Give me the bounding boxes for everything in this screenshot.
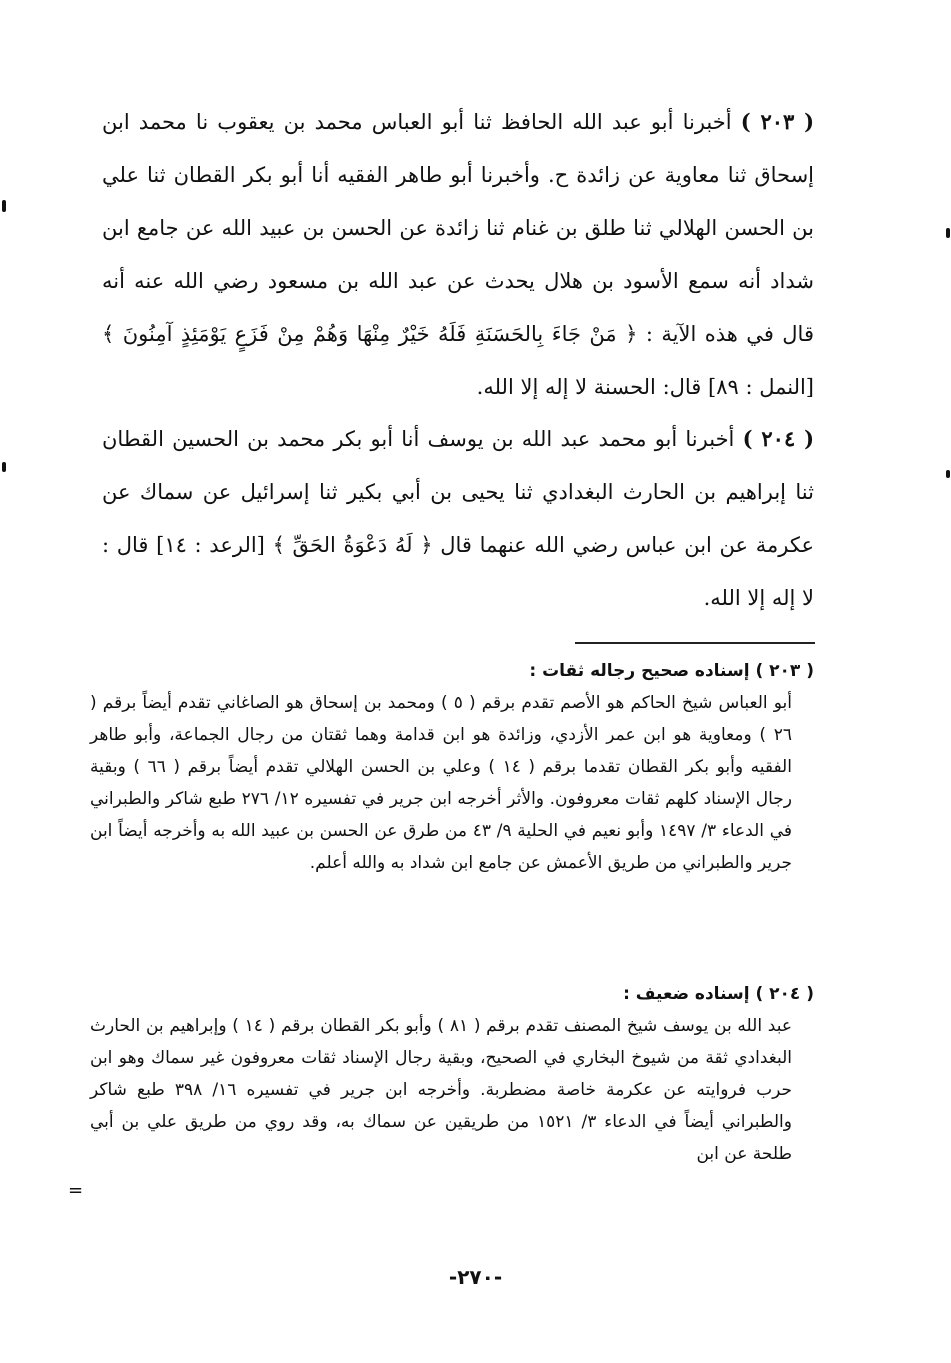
quran-verse: ﴿ لَهُ دَعْوَةُ الحَقِّ ﴾ bbox=[272, 533, 433, 557]
footnote-separator bbox=[575, 642, 815, 644]
hadith-entry-203 bbox=[102, 95, 814, 414]
continuation-mark: = bbox=[68, 1180, 84, 1201]
hadith-entry-204 bbox=[102, 412, 814, 625]
page-number: -٢٧٠- bbox=[448, 1265, 503, 1289]
scan-edge-mark bbox=[946, 228, 950, 238]
hadith-conclusion: [النمل : ٨٩] قال: الحسنة لا إله إلا الله. bbox=[476, 375, 814, 399]
hadith-number: ( ٢٠٣ ) bbox=[740, 109, 815, 134]
scan-edge-mark bbox=[2, 200, 6, 212]
hadith-paragraph bbox=[102, 95, 814, 414]
hadith-number: ( ٢٠٤ ) bbox=[742, 426, 815, 451]
footnote-203 bbox=[90, 655, 814, 879]
hadith-text: أخبرنا أبو عبد الله الحافظ ثنا أبو العباس محمد بن يعقوب نا محمد ابن إسحاق ثنا معاوية عن زائدة ح. وأخبرنا أبو طاهر الفقيه أنا أبو بكر القطان ثنا علي بن الحسن الهلالي ثنا طلق بن غنام ثنا زائدة عن الحسن بن عبيد الله عن جامع ابن شداد أنه سمع الأسود بن هلال يحدث عن عبد الله بن مسعود رضي الله عنه أنه قال في هذه الآية : bbox=[102, 110, 814, 346]
scan-edge-mark bbox=[2, 462, 6, 472]
footnote-204 bbox=[90, 978, 814, 1170]
footnote-heading: ( ٢٠٣ ) إسناده صحيح رجاله ثقات : bbox=[529, 661, 814, 681]
hadith-paragraph bbox=[102, 412, 814, 625]
hadith-conclusion: [الرعد : ١٤] قال : لا إله إلا الله. bbox=[102, 533, 814, 610]
quran-verse: ﴿ مَنْ جَاءَ بِالحَسَنَةِ فَلَهُ خَيْرٌ مِنْهَا وَهُمْ مِنْ فَزَعٍ يَوْمَئِذٍ آمِنُونَ ﴾ bbox=[102, 322, 638, 346]
footnote-body: عبد الله بن يوسف شيخ المصنف تقدم برقم ( ٨١ ) وأبو بكر القطان برقم ( ١٤ ) وإبراهيم بن الحارث البغدادي ثقة من شيوخ البخاري في الصحيح، وبقية رجال الإسناد ثقات معروفون غير سماك وهو ابن حرب فروايته عن عكرمة خاصة مضطربة. وأخرجه ابن جرير في تفسيره ١٦/ ٣٩٨ طبع شاكر والطبراني أيضاً في الدعاء ٣/ ١٥٢١ من طريقين عن سماك به، وقد روي من طريق علي بن أبي طلحة عن ابن bbox=[90, 1016, 792, 1164]
footnote-body: أبو العباس شيخ الحاكم هو الأصم تقدم برقم ( ٥ ) ومحمد بن إسحاق هو الصاغاني تقدم أيضاً برقم ( ٢٦ ) ومعاوية هو ابن عمر الأزدي، وزائدة هو ابن قدامة وهما ثقتان من رجال الجماعة، وأبو طاهر الفقيه وأبو بكر القطان تقدما برقم ( ١٤ ) وعلي بن الحسن الهلالي تقدم أيضاً برقم ( ٦٦ ) وبقية رجال الإسناد كلهم ثقات معروفون. والأثر أخرجه ابن جرير في تفسيره ١٢/ ٢٧٦ طبع شاكر والطبراني في الدعاء ٣/ ١٤٩٧ وأبو نعيم في الحلية ٩/ ٤٣ من طرق عن الحسن بن عبيد الله به وأخرجه أيضاً ابن جرير والطبراني من طريق الأعمش عن جامع ابن شداد به والله أعلم. bbox=[90, 693, 793, 873]
hadith-text: أخبرنا أبو محمد عبد الله بن يوسف أنا أبو بكر محمد بن الحسين القطان ثنا إبراهيم بن الحارث البغدادي ثنا يحيى بن أبي بكير ثنا إسرائيل عن سماك عن عكرمة عن ابن عباس رضي الله عنهما قال bbox=[102, 427, 814, 557]
footnote-heading: ( ٢٠٤ ) إسناده ضعيف : bbox=[623, 984, 814, 1004]
scan-edge-mark bbox=[946, 470, 950, 478]
